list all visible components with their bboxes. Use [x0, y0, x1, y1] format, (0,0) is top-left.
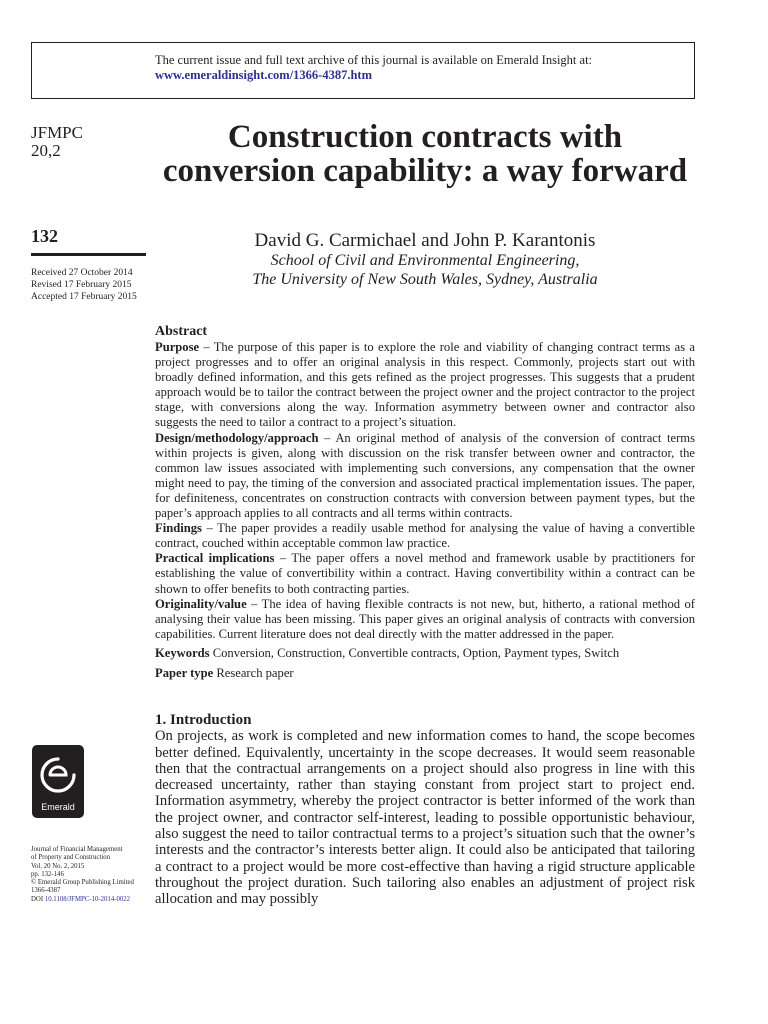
keywords: [155, 646, 695, 661]
abstract-heading: Abstract: [155, 324, 208, 339]
publisher-logo-label: Emerald: [41, 802, 75, 812]
abstract-text: – The purpose of this paper is to explore the role and viability of changing contract terms as a project progresses and to offer an original analysis in this respect. Commonly, projects start out with broadly defined information, and this gets refined as the project progresses. This suggests that a prudent approach would be to tailor the contract between the project owner and the project contractor to the project stage, with conversions along the way. Information asymmetry between owner and contractor also suggests the need to tailor a contract to a project’s situation.: [155, 340, 695, 430]
banner-text-block: [155, 53, 592, 83]
abstract-label: Findings: [155, 521, 202, 536]
submission-dates: [31, 267, 137, 303]
journal-volume: 20,2: [31, 141, 61, 160]
affiliation-university: The University of New South Wales, Sydney, Australia: [252, 271, 598, 288]
abstract-label: Design/methodology/approach: [155, 430, 319, 445]
emerald-swirl-icon: [37, 752, 79, 798]
doi-link[interactable]: 10.1108/JFMPC-10-2014-0022: [44, 895, 131, 903]
paper-type-value: Research paper: [213, 665, 294, 680]
journal-availability-banner: [31, 42, 695, 99]
received-date: Received 27 October 2014: [31, 268, 133, 278]
affiliation-school: School of Civil and Environmental Engineering,: [270, 252, 580, 269]
abstract-text: – The paper provides a readily usable method for analysing the value of having a convertible contract, couched within acceptable common law practice.: [155, 521, 695, 551]
abstract-findings: [155, 521, 695, 551]
article-authors: David G. Carmichael and John P. Karantonis: [254, 230, 596, 251]
abstract-label: Purpose: [155, 340, 200, 354]
issn: 1366-4387: [31, 887, 61, 895]
introduction-body: On projects, as work is completed and new information comes to hand, the scope becomes better defined. Equivalently, uncertainty in the scope decreases. It would seem reasonable then that the contractual arrangements on a project should also progress in line with this decreased uncertainty, rather than staying constant from project start to project end. Information asymmetry, whereby the project contractor is better informed of the work than the project owner, and contractor self-interest, leading to possible opportunistic behaviour, also suggest the need to tailor contractual terms to a project’s situation such that the owner’s interests and the contractor’s interests better align. It could also be anticipated that tailoring a contract to a project would be more cost-effective than having a rigid structure applicable throughout the project duration. Such tailoring also enables an adjustment of project risk allocation and may possibly: [155, 728, 695, 908]
doi-line: [31, 896, 149, 904]
introduction-section: [155, 712, 695, 908]
banner-text: The current issue and full text archive of this journal is available on Emerald Insight at:: [155, 53, 593, 67]
journal-name-line-1: Journal of Financial Management: [31, 846, 123, 853]
introduction-heading: 1. Introduction: [155, 712, 252, 728]
abstract-design: [155, 431, 695, 522]
journal-url-link[interactable]: www.emeraldinsight.com/1366-4387.htm: [155, 68, 372, 82]
abstract-label: Practical implications: [155, 551, 275, 566]
paper-type-label: Paper type: [155, 665, 214, 680]
article-title: Construction contracts with conversion capability: a way forward: [162, 119, 688, 189]
journal-citation: [31, 124, 83, 160]
emerald-logo: [32, 745, 84, 818]
abstract-text: – The idea of having flexible contracts is not new, but, hitherto, a rational method of analysing their value has been missing. This paper gives an original analysis of contracts with conversion capabilities. Current literature does not deal directly with the matter addressed in the paper.: [155, 596, 695, 641]
paper-type: [155, 666, 695, 681]
keywords-label: Keywords: [155, 645, 210, 660]
journal-name-line-2: of Property and Construction: [31, 854, 111, 862]
journal-code: JFMPC: [31, 123, 83, 142]
abstract-purpose: [155, 340, 695, 431]
accepted-date: Accepted 17 February 2015: [31, 292, 137, 302]
abstract-originality: [155, 597, 695, 642]
abstract-label: Originality/value: [155, 596, 247, 611]
abstract-section: [155, 323, 695, 681]
abstract-text: – An original method of analysis of the conversion of contract terms within projects is given, along with discussion on the risk transfer between owner and contractor, the common law issues associated with implementing such conversions, any compensation that the owner might need to pay, the timing of the conversion and associated practical implementation issues. The paper, for definiteness, concentrates on construction contracts with conversion between payment types, but the paper’s approach applies to all contracts and all terms within contracts.: [155, 430, 695, 521]
volume-issue: Vol. 20 No. 2, 2015: [31, 862, 85, 870]
revised-date: Revised 17 February 2015: [31, 280, 132, 290]
author-affiliation: [155, 251, 695, 289]
abstract-text: – The paper offers a novel method and framework usable by practitioners for establishing the value of convertibility within a contract. Having convertibility within a contract can be shown to offer benefits to both contracting parties.: [155, 551, 695, 596]
copyright-notice: © Emerald Group Publishing Limited: [31, 879, 134, 887]
page-number: 132: [31, 226, 58, 246]
page-range: pp. 132-146: [31, 870, 64, 878]
publication-info: [31, 846, 149, 904]
keywords-list: Conversion, Construction, Convertible contracts, Option, Payment types, Switch: [209, 645, 620, 660]
sidebar-divider: [31, 253, 146, 256]
doi-label: DOI: [31, 895, 44, 903]
abstract-practical-implications: [155, 551, 695, 596]
